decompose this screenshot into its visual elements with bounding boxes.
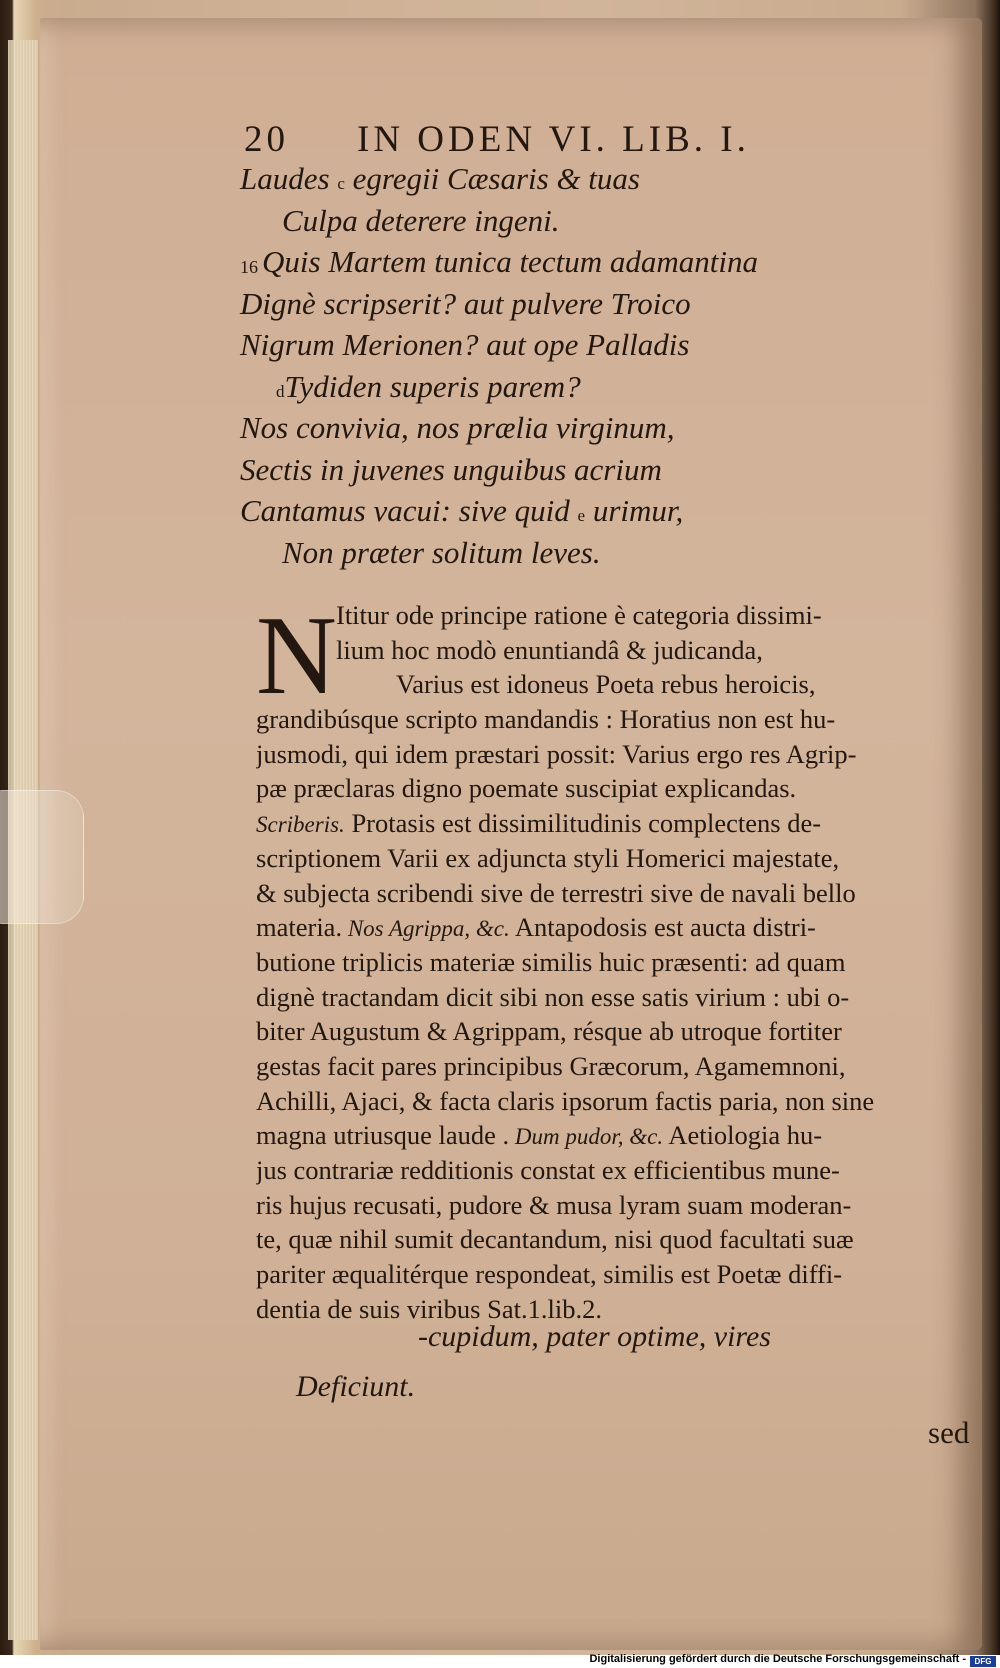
prose-line: grandibúsque scripto mandandis : Horatius non est hu-	[256, 704, 836, 735]
prose-line: pæ præclaras digno poemate suscipiat explicandas.	[256, 773, 797, 804]
lemma: Dum pudor, &c.	[509, 1124, 664, 1150]
prose-line: biter Augustum & Agrippam, résque ab utroque fortiter	[256, 1016, 842, 1047]
prose-line: lium hoc modò enuntiandâ & judicanda,	[336, 634, 763, 665]
drop-cap: N	[256, 594, 337, 718]
verse-line: Dignè scripserit? aut pulvere Troico	[240, 285, 691, 321]
running-header	[244, 118, 864, 161]
lemma: Scriberis.	[256, 812, 345, 838]
prose-line: jusmodi, qui idem præstari possit: Varius ergo res Agrip-	[256, 738, 857, 769]
verse-line: Cantamus vacui: sive quid e urimur,	[240, 493, 684, 528]
prose-line: magna utriusque laude . Dum pudor, &c. Aetiologia hu-	[256, 1120, 823, 1151]
commentary-text	[256, 594, 976, 1326]
prose-line: Varius est idoneus Poeta rebus heroicis,	[396, 669, 816, 700]
prose-line: butione triplicis materiæ similis huic præsenti: ad quam	[256, 946, 846, 977]
prose-line: pariter æqualitérque respondeat, similis est Poetæ diffi-	[256, 1259, 843, 1290]
quote-line: -cupidum, pater optime, vires	[418, 1320, 771, 1353]
verse-line: Sectis in juvenes unguibus acrium	[240, 451, 662, 487]
footer-credit: Digitalisierung gefördert durch die Deutsche Forschungsgemeinschaft -	[589, 1653, 966, 1665]
prose-line: & subjecta scribendi sive de terrestri sive de navali bello	[256, 877, 856, 908]
prose-line: scriptionem Varii ex adjuncta styli Homerici majestate,	[256, 842, 840, 873]
page-number: 20	[244, 119, 289, 160]
prose-line: ris hujus recusati, pudore & musa lyram suam moderan-	[256, 1189, 852, 1220]
verse-line: Nos convivia, nos prælia virginum,	[240, 410, 675, 445]
prose-line: materia. Nos Agrippa, &c. Antapodosis est aucta distri-	[256, 912, 816, 943]
verse-line: dTydiden superis parem?	[276, 368, 581, 404]
verse-line: Laudes c egregii Cæsaris & tuas	[240, 161, 640, 196]
prose-line: gestas facit pares principibus Græcorum, Agamemnoni,	[256, 1050, 846, 1081]
prose-line: jus contrariæ redditionis constat ex efficientibus mune-	[256, 1155, 840, 1185]
verse-line: Nigrum Merionen? aut ope Palladis	[240, 327, 690, 362]
running-title: IN ODEN VI. LIB. I.	[357, 119, 750, 160]
footnote-marker: d	[276, 381, 285, 401]
footnote-marker: c	[337, 174, 345, 193]
prose-line: dignè tractandam dicit sibi non esse satis virium : ubi o-	[256, 981, 850, 1012]
ode-verse	[240, 158, 880, 573]
verse-line: 16 Quis Martem tunica tectum adamantina	[240, 241, 880, 283]
verse-line: Culpa deterere ingeni.	[282, 202, 560, 238]
lemma: Nos Agrippa, &c.	[342, 916, 510, 942]
prose-line: te, quæ nihil sumit decantandum, nisi quod facultati suæ	[256, 1224, 854, 1255]
prose-line: dentia de suis viribus Sat.1.lib.2.	[256, 1293, 602, 1324]
footnote-marker: e	[577, 506, 586, 525]
prose-line: Achilli, Ajaci, & facta claris ipsorum factis paria, non sine	[256, 1085, 875, 1116]
verse-line: Non præter solitum leves.	[282, 534, 601, 570]
prose-line: Scriberis. Protasis est dissimilitudinis complectens de-	[256, 808, 822, 839]
catchword: sed	[928, 1415, 970, 1450]
quote-line: Deficiunt.	[296, 1370, 416, 1403]
dfg-logo: DFG	[970, 1656, 996, 1667]
prose-line: Ititur ode principe ratione è categoria dissimi-	[336, 600, 822, 630]
line-number: 16	[240, 257, 258, 277]
digitization-footer	[0, 1655, 1000, 1668]
